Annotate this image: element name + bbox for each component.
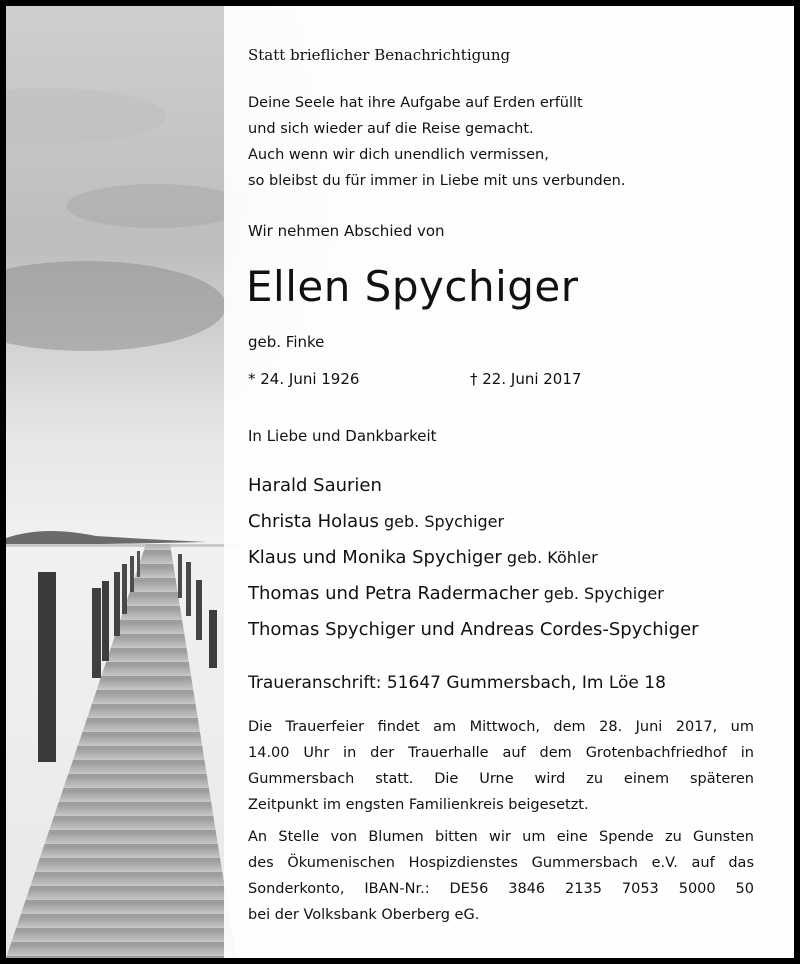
obituary-card bbox=[6, 6, 794, 958]
mourner-entry: Christa Holaus geb. Spychiger bbox=[248, 511, 505, 532]
farewell-intro: Wir nehmen Abschied von bbox=[248, 222, 445, 240]
poem-line: und sich wieder auf die Reise gemacht. bbox=[248, 121, 534, 137]
donation-line: An Stelle von Blumen bitten wir um eine Spende zu Gunsten bbox=[248, 829, 754, 845]
memorial-poem bbox=[248, 90, 625, 194]
ceremony-paragraph bbox=[248, 714, 754, 818]
birth-date: * 24. Juni 1926 bbox=[248, 370, 360, 388]
ceremony-line: 14.00 Uhr in der Trauerhalle auf dem Grotenbachfriedhof in bbox=[248, 745, 754, 761]
poem-line: Auch wenn wir dich unendlich vermissen, bbox=[248, 147, 549, 163]
mourner-entry: Klaus und Monika Spychiger geb. Köhler bbox=[248, 547, 598, 568]
mourner-entry: Thomas und Petra Radermacher geb. Spychiger bbox=[248, 583, 664, 604]
mourner-entry: Harald Saurien bbox=[248, 475, 382, 496]
donation-line: Sonderkonto, IBAN-Nr.: DE56 3846 2135 7053 5000 50 bbox=[248, 881, 754, 897]
death-date: † 22. Juni 2017 bbox=[470, 370, 582, 388]
mourning-address: Traueranschrift: 51647 Gummersbach, Im Löe 18 bbox=[248, 673, 666, 693]
mourners-list bbox=[248, 468, 699, 648]
ceremony-line: Die Trauerfeier findet am Mittwoch, dem 28. Juni 2017, um bbox=[248, 719, 754, 735]
deceased-name: Ellen Spychiger bbox=[246, 262, 579, 311]
poem-line: so bleibst du für immer in Liebe mit uns verbunden. bbox=[248, 173, 626, 189]
maiden-name: geb. Finke bbox=[248, 333, 325, 351]
life-dates bbox=[248, 370, 648, 392]
notice-header: Statt brieflicher Benachrichtigung bbox=[248, 46, 511, 64]
ceremony-line: Zeitpunkt im engsten Familienkreis beigesetzt. bbox=[248, 797, 589, 813]
mourner-entry: Thomas Spychiger und Andreas Cordes-Spychiger bbox=[248, 619, 699, 640]
ceremony-line: Gummersbach statt. Die Urne wird zu einem späteren bbox=[248, 771, 754, 787]
thanks-line: In Liebe und Dankbarkeit bbox=[248, 427, 437, 445]
donation-paragraph bbox=[248, 824, 754, 928]
poem-line: Deine Seele hat ihre Aufgabe auf Erden erfüllt bbox=[248, 95, 583, 111]
donation-line: des Ökumenischen Hospizdienstes Gummersbach e.V. auf das bbox=[248, 855, 754, 871]
donation-line: bei der Volksbank Oberberg eG. bbox=[248, 907, 480, 923]
